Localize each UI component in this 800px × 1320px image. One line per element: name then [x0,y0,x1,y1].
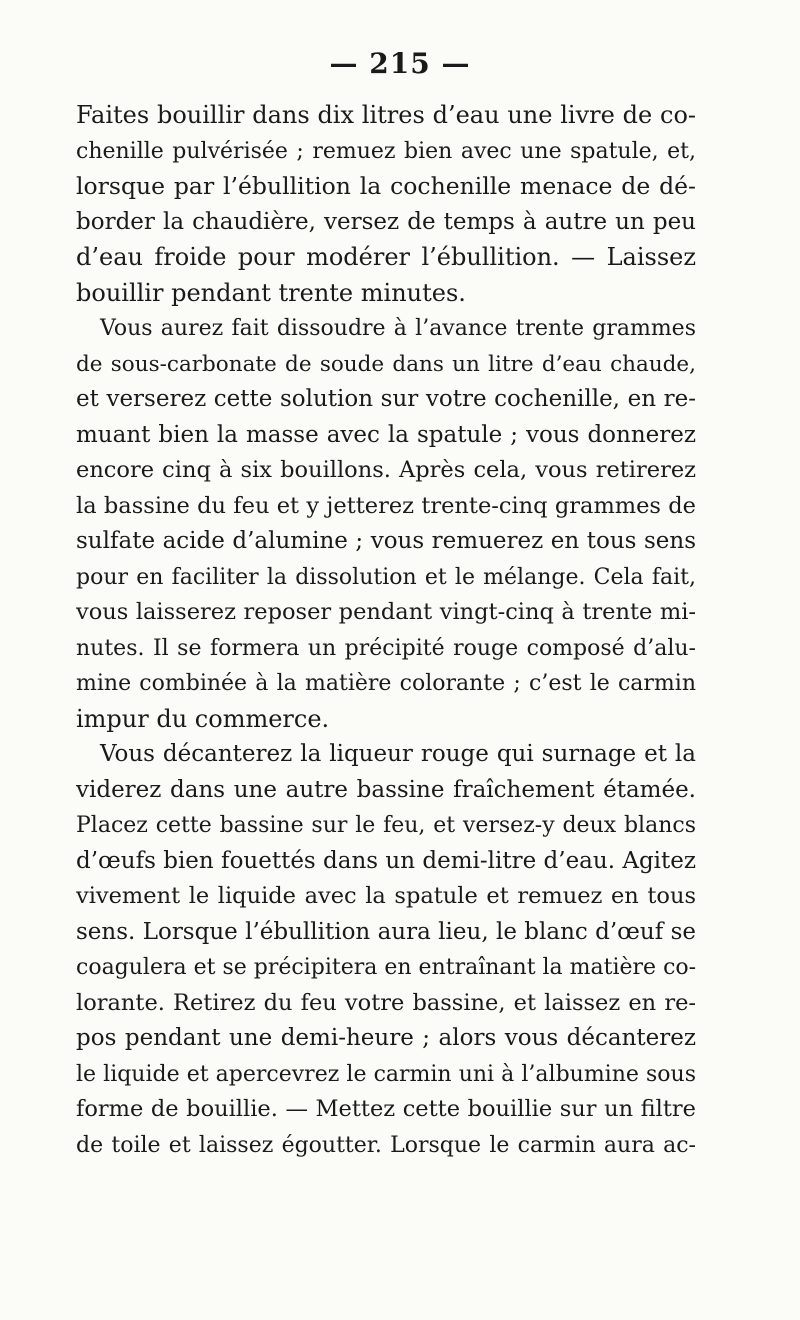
text-line: de sous-carbonate de soude dans un litre d’eau chaude, [76,351,696,377]
paragraph-2 [76,311,696,737]
paragraph-1 [76,98,696,311]
text-line: Vous décanterez la liqueur rouge qui surnage et la [100,741,696,767]
text-line: lorante. Retirez du feu votre bassine, et laissez en re- [76,989,696,1016]
text-line: viderez dans une autre bassine fraîchement étamée. [76,776,696,803]
text-line: impur du commerce. [76,704,330,733]
text-line: la bassine du feu et y jetterez trente-cinq grammes de [76,492,696,519]
page-number: — 215 — [329,47,471,80]
text-line: d’œufs bien fouettés dans un demi-litre d’eau. Agitez [76,847,696,874]
text-line: border la chaudière, versez de temps à autre un peu [76,208,696,235]
text-line: encore cinq à six bouillons. Après cela, vous retirerez [76,457,696,483]
text-line: chenille pulvérisée ; remuez bien avec une spatule, et, [76,138,696,164]
text-line: nutes. Il se formera un précipité rouge composé d’alu- [76,635,696,661]
text-line: sens. Lorsque l’ébullition aura lieu, le blanc d’œuf se [76,918,696,945]
text-line: d’eau froide pour modérer l’ébullition. — Laissez [76,243,696,271]
text-line: le liquide et apercevrez le carmin uni à l’albumine sous [76,1061,696,1087]
text-line: mine combinée à la matière colorante ; c’est le carmin [76,671,696,696]
text-line: coagulera et se précipitera en entraînant la matière co- [76,955,696,980]
text-line: Faites bouillir dans dix litres d’eau une livre de co- [76,101,696,129]
text-line: sulfate acide d’alumine ; vous remuerez en tous sens [76,528,696,554]
paragraph-3 [76,737,696,1163]
text-line: vivement le liquide avec la spatule et remuez en tous [76,883,696,909]
text-line: Placez cette bassine sur le feu, et versez-y deux blancs [76,813,696,838]
text-line: vous laisserez reposer pendant vingt-cinq à trente mi- [76,599,696,625]
text-line: et verserez cette solution sur votre cochenille, en re- [76,386,696,412]
text-line: Vous aurez fait dissoudre à l’avance trente grammes [100,316,696,341]
text-line: bouillir pendant trente minutes. [76,278,466,307]
text-line: de toile et laissez égoutter. Lorsque le carmin aura ac- [76,1132,696,1158]
text-line: pour en faciliter la dissolution et le mélange. Cela fait, [76,564,696,590]
body-text [76,98,696,1163]
text-line: muant bien la masse avec la spatule ; vous donnerez [76,421,696,448]
text-line: forme de bouillie. — Mettez cette bouillie sur un filtre [76,1096,696,1122]
text-line: pos pendant une demi-heure ; alors vous décanterez [76,1025,696,1051]
text-line: lorsque par l’ébullition la cochenille menace de dé- [76,172,696,200]
